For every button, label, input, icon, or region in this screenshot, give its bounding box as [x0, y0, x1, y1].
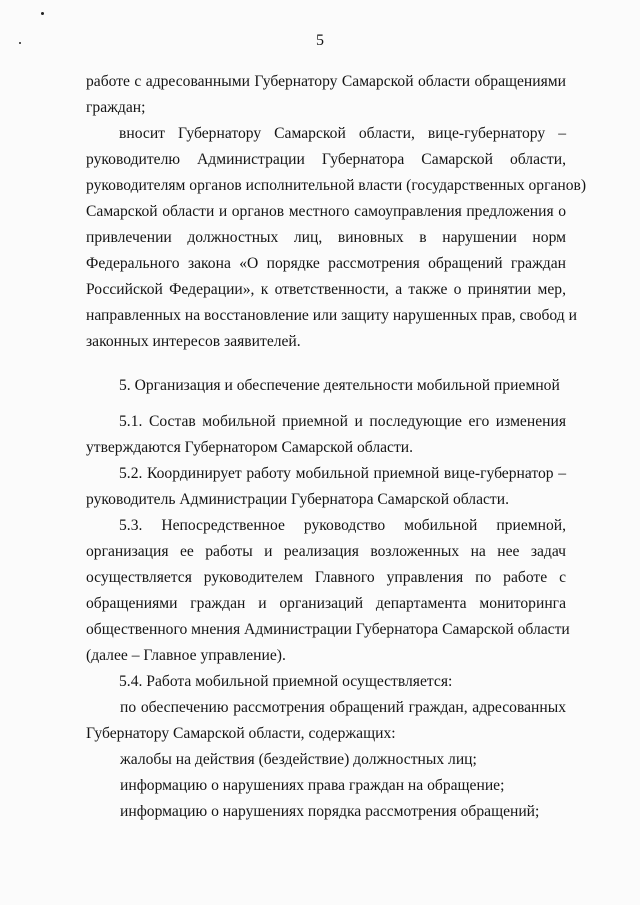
text-line: организация ее работы и реализация возложенных на нее задач	[86, 543, 566, 560]
text-line: законных интересов заявителей.	[86, 333, 301, 350]
text-line: вносит Губернатору Самарской области, вице-губернатору –	[119, 125, 566, 142]
text-line: 5.4. Работа мобильной приемной осуществляется:	[119, 673, 453, 690]
scan-speck	[41, 12, 44, 15]
text-line: осуществляется руководителем Главного управления по работе с	[86, 569, 566, 586]
text-line: информацию о нарушениях права граждан на обращение;	[120, 777, 505, 794]
text-line: направленных на восстановление или защиту нарушенных прав, свобод и	[86, 307, 577, 324]
text-line: Губернатору Самарской области, содержащих:	[86, 725, 396, 742]
text-line: руководитель Администрации Губернатора Самарской области.	[86, 491, 509, 508]
text-line: по обеспечению рассмотрения обращений граждан, адресованных	[120, 699, 566, 716]
text-line: общественного мнения Администрации Губернатора Самарской области	[86, 621, 570, 638]
text-line: (далее – Главное управление).	[86, 647, 286, 664]
text-line: жалобы на действия (бездействие) должностных лиц;	[120, 751, 477, 768]
text-line: 5.2. Координирует работу мобильной приемной вице-губернатор –	[119, 465, 566, 482]
text-line: обращениями граждан и организаций департамента мониторинга	[86, 595, 566, 612]
text-line: информацию о нарушениях порядка рассмотрения обращений;	[120, 803, 540, 820]
section-heading: 5. Организация и обеспечение деятельности мобильной приемной	[119, 377, 560, 394]
text-line: 5.3. Непосредственное руководство мобильной приемной,	[119, 517, 566, 534]
text-line: граждан;	[86, 99, 146, 116]
text-line: работе с адресованными Губернатору Самарской области обращениями	[86, 73, 566, 90]
text-line: утверждаются Губернатором Самарской области.	[86, 439, 414, 456]
text-line: Российской Федерации», к ответственности, а также о принятии мер,	[86, 281, 566, 298]
text-line: Федерального закона «О порядке рассмотрения обращений граждан	[86, 255, 566, 272]
text-line: Самарской области и органов местного самоуправления предложения о	[86, 203, 566, 220]
page-number: 5	[316, 32, 324, 49]
text-line: руководителю Администрации Губернатора Самарской области,	[86, 151, 566, 168]
text-line: руководителям органов исполнительной власти (государственных органов)	[86, 177, 587, 194]
text-line: 5.1. Состав мобильной приемной и последующие его изменения	[119, 413, 566, 430]
text-line: привлечении должностных лиц, виновных в нарушении норм	[86, 229, 566, 246]
